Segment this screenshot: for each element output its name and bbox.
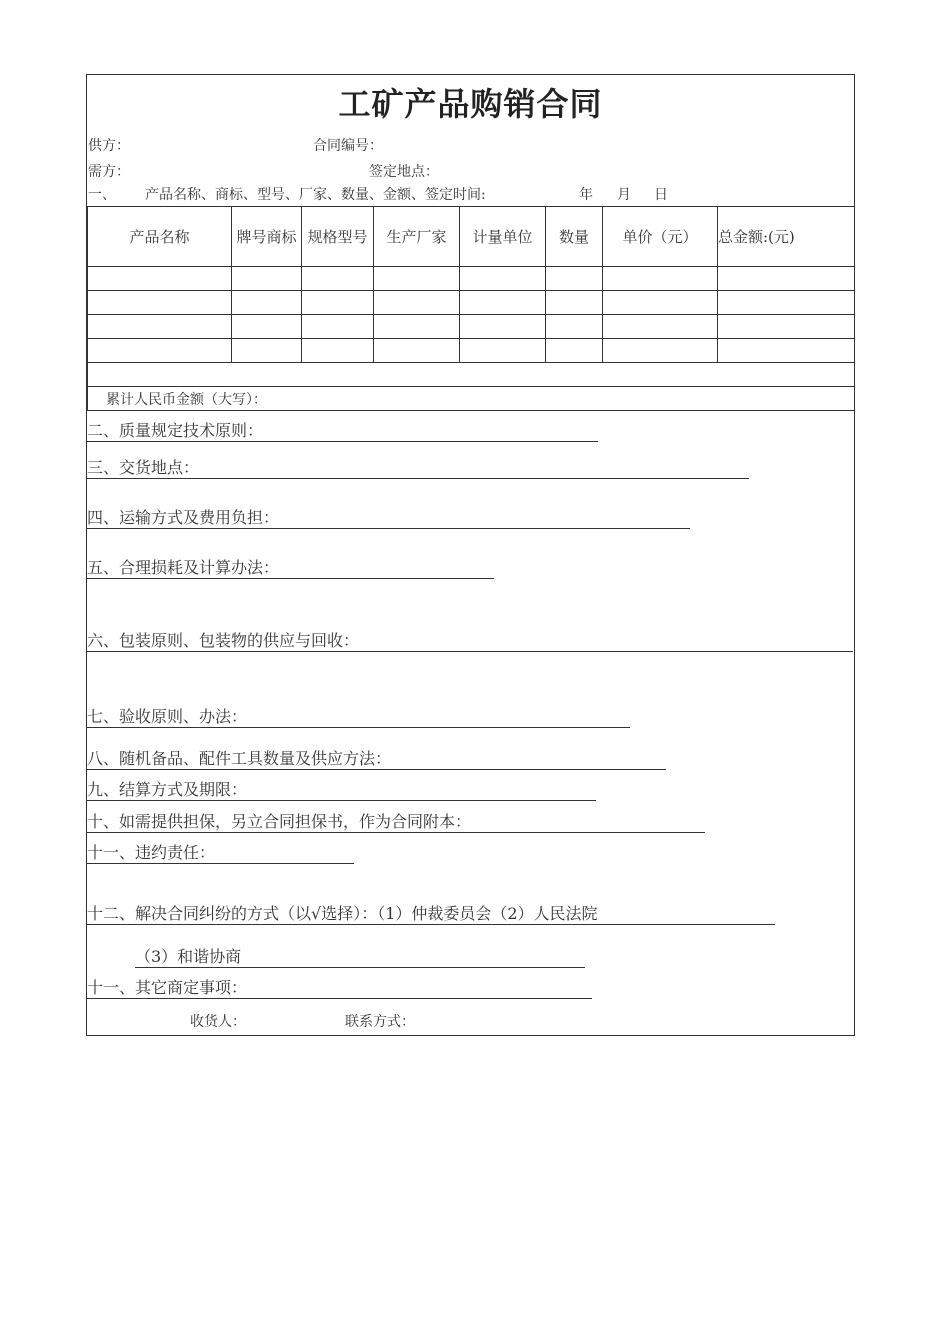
clause-dispute-option-3[interactable]: （3）和谐协商 bbox=[135, 947, 585, 968]
table-cell[interactable] bbox=[718, 291, 855, 315]
column-header: 总金额:(元) bbox=[718, 207, 855, 267]
column-header: 产品名称 bbox=[88, 207, 232, 267]
table-cell[interactable] bbox=[374, 267, 460, 291]
table-cell[interactable] bbox=[232, 339, 302, 363]
table-row bbox=[88, 267, 855, 291]
table-cell[interactable] bbox=[88, 267, 232, 291]
buyer-label: 需方： bbox=[88, 164, 130, 180]
table-cell[interactable] bbox=[302, 339, 374, 363]
table-cell[interactable] bbox=[374, 339, 460, 363]
table-cell[interactable] bbox=[302, 267, 374, 291]
table-cell[interactable] bbox=[603, 315, 718, 339]
table-cell[interactable] bbox=[460, 291, 546, 315]
table-row bbox=[88, 339, 855, 363]
table-cell[interactable] bbox=[718, 315, 855, 339]
table-cell[interactable] bbox=[374, 315, 460, 339]
table-cell[interactable] bbox=[460, 267, 546, 291]
table-cell[interactable] bbox=[546, 315, 603, 339]
clause-acceptance[interactable]: 七、验收原则、办法： bbox=[87, 707, 630, 728]
clause-dispute[interactable]: 十二、解决合同纠纷的方式（以√选择）：（1）仲裁委员会（2）人民法院 bbox=[87, 904, 775, 925]
table-cell[interactable] bbox=[718, 339, 855, 363]
clause-spare-parts[interactable]: 八、随机备品、配件工具数量及供应方法： bbox=[87, 749, 666, 770]
table-cell[interactable] bbox=[546, 339, 603, 363]
table-cell[interactable] bbox=[546, 267, 603, 291]
clause-settlement[interactable]: 九、结算方式及期限： bbox=[87, 780, 596, 801]
table-cell[interactable] bbox=[374, 291, 460, 315]
receiver-label: 收货人： bbox=[190, 1014, 246, 1030]
table-cell[interactable] bbox=[232, 267, 302, 291]
total-amount-label: 累计人民币金额（大写）： bbox=[88, 387, 855, 411]
table-cell[interactable] bbox=[232, 315, 302, 339]
table-cell[interactable] bbox=[718, 267, 855, 291]
table-cell[interactable] bbox=[88, 339, 232, 363]
clause-delivery-place[interactable]: 三、交货地点： bbox=[87, 458, 749, 479]
column-header: 生产厂家 bbox=[374, 207, 460, 267]
year-label: 年 bbox=[579, 187, 593, 203]
product-table bbox=[87, 206, 855, 411]
table-cell[interactable] bbox=[302, 291, 374, 315]
column-header: 单价（元） bbox=[603, 207, 718, 267]
document-title: 工矿产品购销合同 bbox=[338, 85, 603, 123]
month-label: 月 bbox=[617, 187, 631, 203]
clause-transport[interactable]: 四、运输方式及费用负担： bbox=[87, 508, 690, 529]
clause-loss[interactable]: 五、合理损耗及计算办法： bbox=[87, 558, 494, 579]
contract-number-label: 合同编号： bbox=[313, 138, 383, 154]
table-row bbox=[88, 315, 855, 339]
column-header: 数量 bbox=[546, 207, 603, 267]
table-cell[interactable] bbox=[460, 339, 546, 363]
clause-guarantee[interactable]: 十、如需提供担保，另立合同担保书，作为合同附本： bbox=[87, 812, 705, 833]
table-cell[interactable] bbox=[603, 267, 718, 291]
day-label: 日 bbox=[654, 187, 668, 203]
table-cell[interactable] bbox=[302, 315, 374, 339]
clause-quality[interactable]: 二、质量规定技术原则： bbox=[87, 421, 598, 442]
column-header: 计量单位 bbox=[460, 207, 546, 267]
section-1-number: 一、 bbox=[88, 187, 116, 203]
clause-other-matters[interactable]: 十一、其它商定事项： bbox=[87, 978, 592, 999]
clause-packaging[interactable]: 六、包装原则、包装物的供应与回收： bbox=[87, 631, 853, 652]
total-row bbox=[88, 387, 855, 411]
sign-place-label: 签定地点： bbox=[369, 164, 439, 180]
contact-label: 联系方式： bbox=[345, 1014, 415, 1030]
table-blank-row bbox=[88, 363, 855, 387]
contract-document bbox=[86, 74, 855, 1036]
column-header: 规格型号 bbox=[302, 207, 374, 267]
table-row bbox=[88, 291, 855, 315]
blank-cell[interactable] bbox=[88, 363, 855, 387]
table-cell[interactable] bbox=[603, 339, 718, 363]
table-header-row bbox=[88, 207, 855, 267]
table-cell[interactable] bbox=[88, 291, 232, 315]
table-cell[interactable] bbox=[232, 291, 302, 315]
clause-breach[interactable]: 十一、违约责任： bbox=[87, 843, 354, 864]
table-cell[interactable] bbox=[88, 315, 232, 339]
section-1-text: 产品名称、商标、型号、厂家、数量、金额、签定时间: bbox=[145, 187, 486, 203]
column-header: 牌号商标 bbox=[232, 207, 302, 267]
supplier-label: 供方： bbox=[88, 138, 130, 154]
table-cell[interactable] bbox=[603, 291, 718, 315]
table-cell[interactable] bbox=[460, 315, 546, 339]
table-cell[interactable] bbox=[546, 291, 603, 315]
